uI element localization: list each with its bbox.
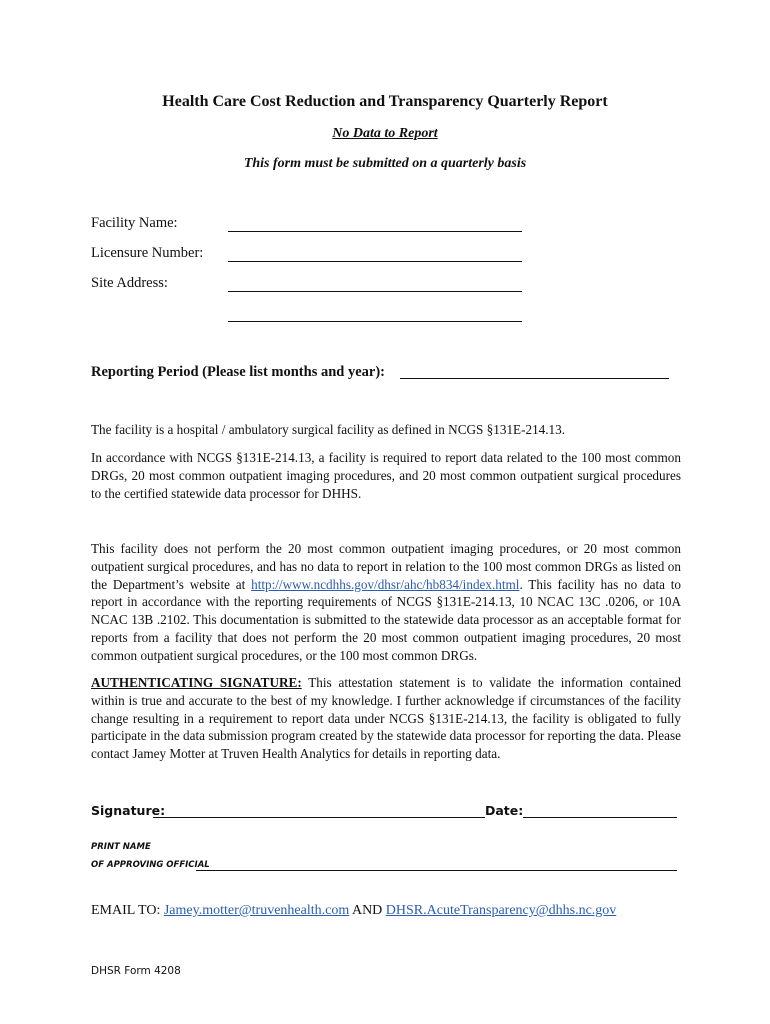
no-data-statement-text: This facility does not perform the 20 most common outpatient imaging procedures, or 20 most common outpatient surgical procedures, and has no data to report in relation to the 100 most common DRGs as listed on the Department’s website at (91, 541, 681, 592)
authenticating-signature-paragraph (91, 674, 681, 763)
facility-definition-paragraph: The facility is a hospital / ambulatory surgical facility as defined in NCGS §131E-214.13. (91, 422, 566, 437)
email-prefix: EMAIL TO: (91, 903, 164, 918)
signature-label: Signature: (91, 803, 166, 818)
signature-field[interactable] (153, 817, 485, 818)
email-link-truven[interactable]: Jamey.motter@truvenhealth.com (163, 903, 350, 918)
site-address-field-line2[interactable] (228, 321, 522, 322)
print-name-label: PRINT NAME (91, 842, 151, 852)
email-row (91, 903, 616, 919)
facility-name-label: Facility Name: (91, 215, 178, 231)
form-id-footer: DHSR Form 4208 (91, 965, 181, 977)
no-data-statement-paragraph (91, 540, 681, 665)
site-address-field-line1[interactable] (228, 291, 522, 292)
date-field[interactable] (523, 817, 677, 818)
email-connector: AND (349, 903, 386, 918)
date-label: Date: (485, 803, 524, 818)
facility-name-field[interactable] (228, 231, 522, 232)
dhhs-website-link[interactable]: http://www.ncdhhs.gov/dhsr/ahc/hb834/index.html (251, 576, 520, 592)
reporting-period-label: Reporting Period (Please list months and year): (91, 364, 385, 380)
licensure-number-field[interactable] (228, 261, 522, 262)
licensure-number-label: Licensure Number: (91, 245, 204, 261)
authenticating-signature-text: This attestation statement is to validate the information contained within is true and accurate to the best of my knowledge. I further acknowledge if circumstances of the facility change resulting in a requirement to report data under NCGS §131E-214.13, the facility is obligated to fully participate in the data submission program created by the statewide data processor for reporting the data. Please contact Jamey Motter at Truven Health Analytics for details in reporting data. (91, 675, 681, 762)
frequency-note: This form must be submitted on a quarterly basis (243, 156, 527, 171)
no-data-subtitle: No Data to Report (332, 126, 438, 141)
site-address-label: Site Address: (91, 275, 168, 291)
email-link-dhsr[interactable]: DHSR.AcuteTransparency@dhhs.nc.gov (385, 903, 617, 918)
reporting-period-field[interactable] (400, 378, 669, 379)
requirement-paragraph: In accordance with NCGS §131E-214.13, a facility is required to report data related to the 100 most common DRGs, 20 most common outpatient imaging procedures, and 20 most common outpatient surgical procedures to the certified statewide data processor for DHHS. (91, 450, 681, 501)
no-data-statement-text-cont: . This facility has no data to report in accordance with the reporting requirements of NCGS §131E-214.13, 10 NCAC 13C .0206, or 10A NCAC 13B .2102. This documentation is submitted to the statewide data processor as an acceptable format for reports from a facility that does not perform the 20 most common outpatient imaging procedures, 20 most common outpatient surgical procedures, or the 100 most common DRGs. (91, 576, 681, 663)
page-title: Health Care Cost Reduction and Transparency Quarterly Report (162, 93, 608, 110)
authenticating-signature-heading: AUTHENTICATING SIGNATURE: (91, 675, 302, 690)
approving-official-field[interactable] (196, 870, 677, 871)
approving-official-label: OF APPROVING OFFICIAL (91, 860, 210, 870)
